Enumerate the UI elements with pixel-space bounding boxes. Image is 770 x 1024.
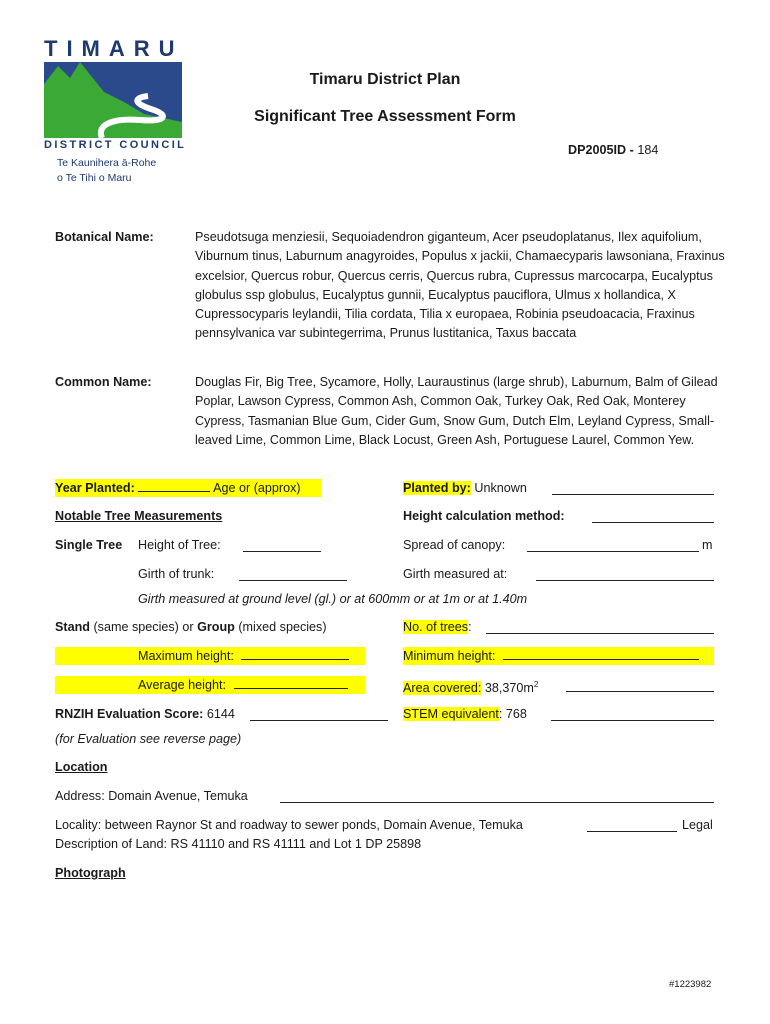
planted-by-value: Unknown [474, 481, 527, 495]
height-of-tree-field[interactable] [243, 539, 321, 552]
evaluation-score-label: RNZIH Evaluation Score: [55, 707, 204, 721]
area-covered-label: Area covered: [403, 681, 482, 696]
address-value: Domain Avenue, Temuka [108, 789, 248, 803]
legal-description: Description of Land: RS 41110 and RS 41111 and Lot 1 DP 25898 [55, 837, 422, 851]
logo-tagline-2: o Te Tihi o Maru [57, 172, 132, 184]
spread-canopy-label: Spread of canopy: [403, 538, 506, 552]
document-id-label: DP2005ID - [568, 143, 634, 157]
group-label: Group [197, 620, 235, 634]
stem-label: STEM equivalent [403, 707, 499, 721]
spread-canopy-field[interactable] [527, 539, 699, 552]
max-height-label: Maximum height: [138, 649, 234, 663]
stand-group-row [55, 618, 327, 636]
measurements-heading: Notable Tree Measurements [55, 509, 223, 523]
num-trees-label: No. of trees [403, 620, 469, 634]
height-method-label: Height calculation method: [403, 509, 565, 523]
document-id-value: 184 [637, 143, 659, 157]
planted-by-row [403, 479, 527, 497]
botanical-name-label: Botanical Name: [55, 230, 154, 244]
num-trees-row: No. of trees: [403, 620, 472, 634]
spread-unit: m [702, 538, 713, 552]
stand-label: Stand [55, 620, 90, 634]
area-covered-row [403, 676, 538, 697]
logo-tagline-1: Te Kaunihera ā-Rohe [57, 157, 157, 169]
page-title: Timaru District Plan [309, 71, 461, 88]
stem-value: 768 [505, 707, 527, 721]
age-approx-label: Age or (approx) [213, 481, 301, 495]
logo-wordmark: TIMARU [44, 36, 184, 61]
photograph-heading: Photograph [55, 866, 126, 880]
avg-height-row [55, 676, 365, 694]
logo-council-text: DISTRICT COUNCIL [44, 139, 187, 151]
botanical-name-value: Pseudotsuga menziesii, Sequoiadendron giganteum, Acer pseudoplatanus, Ilex aquifolium, Viburnum tinus, Laburnum anagyroides, Populus x jackii, Chamaecyparis lawsoniana, Fraxinus excelsior, Quercus robur, Quercus cerris, Quercus rubra, Cupressus marcocarpa, Eucalyptus globulus ssp globulus, Eucalyptus gunnii, Eucalyptus pauciflora, Ulmus x hollandica, X Cupressocyparis leylandii, Tilia cordata, Tilia x europaea, Robinia pseudoacacia, Fraxinus pennsylvanica var subintegerrima, Prunus lustitanica, Taxus baccata [195, 230, 725, 341]
evaluation-score-row [55, 705, 235, 723]
planted-by-field[interactable] [552, 482, 714, 495]
form-title: Significant Tree Assessment Form [254, 108, 516, 125]
document-number: #1223982 [669, 979, 712, 990]
locality-text: Locality: between Raynor St and roadway to sewer ponds, Domain Avenue, Temuka [55, 818, 523, 832]
num-trees-field[interactable] [486, 621, 714, 634]
girth-trunk-label: Girth of trunk: [138, 567, 215, 581]
girth-measured-field[interactable] [536, 568, 714, 581]
year-planted-label: Year Planted: [55, 481, 135, 495]
girth-trunk-field[interactable] [239, 568, 347, 581]
address-field[interactable] [280, 790, 714, 803]
min-height-field[interactable] [503, 647, 699, 660]
location-heading: Location [55, 760, 108, 774]
group-desc: (mixed species) [238, 620, 327, 634]
stem-field[interactable] [551, 708, 714, 721]
height-of-tree-label: Height of Tree: [138, 538, 221, 552]
girth-measured-label: Girth measured at: [403, 567, 508, 581]
min-height-label: Minimum height: [403, 649, 496, 663]
evaluation-score-field[interactable] [250, 708, 388, 721]
planted-by-label: Planted by: [403, 481, 471, 495]
address-row [55, 787, 248, 805]
max-height-row [55, 647, 365, 665]
address-label: Address: [55, 789, 105, 803]
common-name-value: Douglas Fir, Big Tree, Sycamore, Holly, Lauraustinus (large shrub), Laburnum, Balm of Gilead Poplar, Lawson Cypress, Common Ash, Common Oak, Turkey Oak, Red Oak, Monterey Cypress, Tasmanian Blue Gum, Cider Gum, Snow Gum, Dutch Elm, Leyland Cypress, Small-leaved Lime, Common Lime, Black Locust, Green Ash, Portuguese Laurel, Common Yew. [195, 375, 718, 447]
locality-field[interactable] [587, 819, 677, 832]
legal-word: Legal [682, 818, 713, 832]
year-planted-field[interactable] [138, 479, 210, 492]
evaluation-note: (for Evaluation see reverse page) [55, 732, 242, 746]
height-method-field[interactable] [592, 510, 714, 523]
stand-desc: (same species) or [93, 620, 194, 634]
area-covered-value: 38,370m [484, 681, 534, 696]
evaluation-score-value: 6144 [206, 707, 235, 721]
area-covered-field[interactable] [566, 679, 714, 692]
year-planted-row [55, 479, 321, 497]
document-id [568, 141, 658, 159]
avg-height-field[interactable] [234, 676, 348, 689]
common-name-label: Common Name: [55, 375, 152, 389]
stem-row: STEM equivalent: 768 [403, 707, 527, 721]
area-covered-sup: 2 [533, 680, 539, 689]
single-tree-label: Single Tree [55, 538, 123, 552]
min-height-row [403, 647, 714, 665]
avg-height-label: Average height: [138, 678, 226, 692]
max-height-field[interactable] [241, 647, 349, 660]
girth-note: Girth measured at ground level (gl.) or at 600mm or at 1m or at 1.40m [138, 592, 528, 606]
